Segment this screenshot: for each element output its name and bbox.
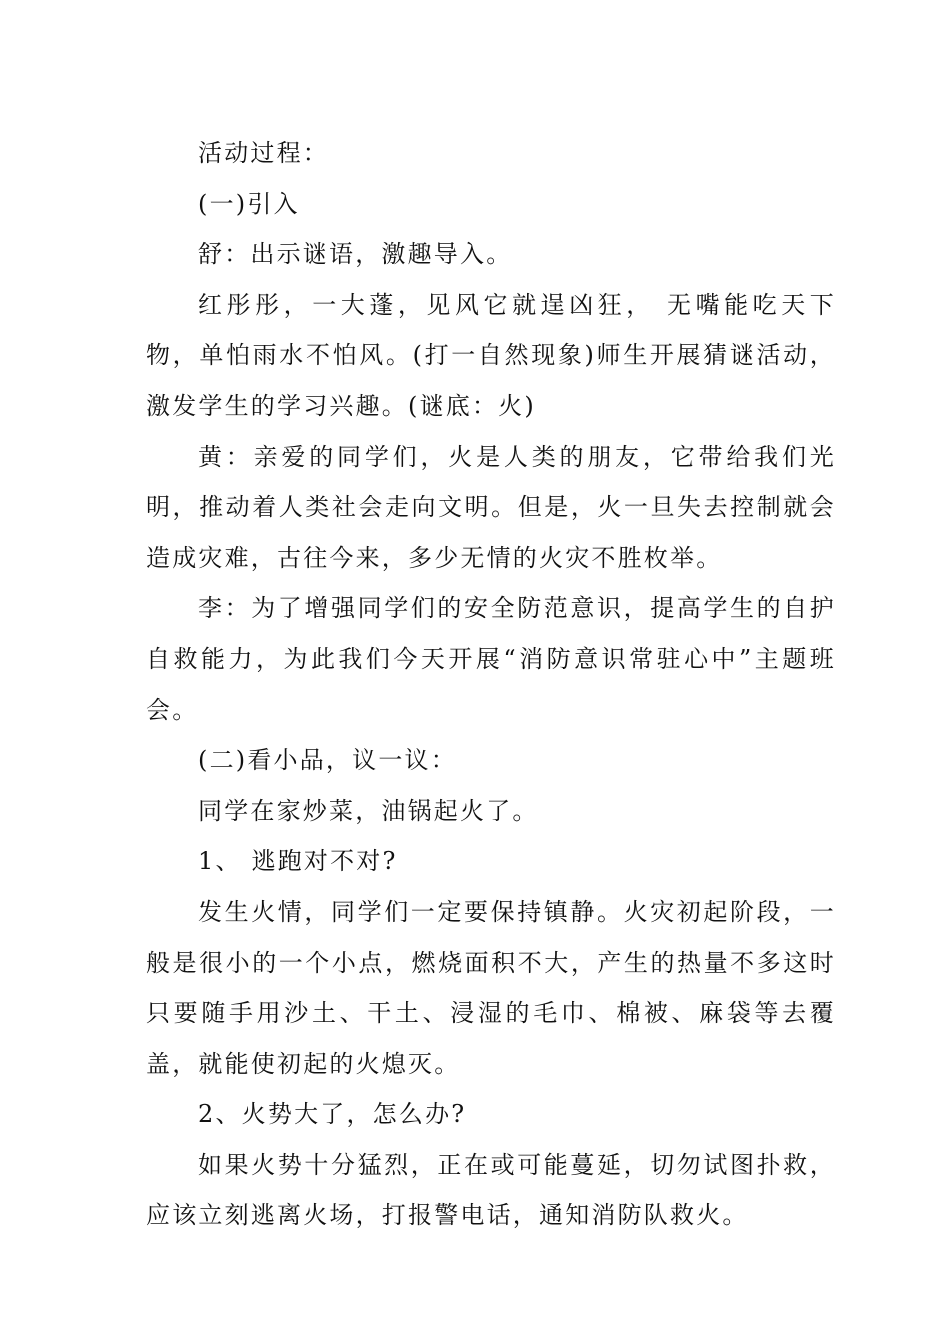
- section-label: 活动过程：: [198, 139, 329, 167]
- paragraph-riddle: 红彤彤，一大蓬，见风它就逞凶狂， 无嘴能吃天下物，单怕雨水不怕风。(打一自然现象)师生开展猜谜活动，激发学生的学习兴趣。(谜底：火): [146, 290, 836, 420]
- answer-1: 发生火情，同学们一定要保持镇静。火灾初起阶段，一般是很小的一个小点，燃烧面积不大，产生的热量不多这时只要随手用沙土、干土、浸湿的毛巾、棉被、麻袋等去覆盖，就能使初起的火熄灭。: [146, 897, 836, 1078]
- question-1: 1、 逃跑对不对?: [198, 847, 398, 876]
- answer-2: 如果火势十分猛烈，正在或可能蔓延，切勿试图扑救，应该立刻逃离火场，打报警电话，通知消防队救火。: [146, 1150, 836, 1230]
- section-heading-intro: (一)引入: [198, 189, 300, 218]
- paragraph-scenario: 同学在家炒菜，油锅起火了。: [198, 796, 539, 825]
- document-body: [146, 128, 836, 1241]
- paragraph-huang: 黄：亲爱的同学们，火是人类的朋友，它带给我们光明，推动着人类社会走向文明。但是，火一旦失去控制就会造成灾难，古往今来，多少无情的火灾不胜枚举。: [146, 442, 836, 572]
- section-heading-skit: (二)看小品，议一议：: [198, 746, 457, 775]
- question-2: 2、火势大了，怎么办?: [198, 1100, 467, 1129]
- paragraph-li: 李：为了增强同学们的安全防范意识，提高学生的自护自救能力，为此我们今天开展“消防意识常驻心中”主题班会。: [146, 594, 836, 724]
- paragraph-shu: 舒：出示谜语，激趣导入。: [198, 240, 513, 269]
